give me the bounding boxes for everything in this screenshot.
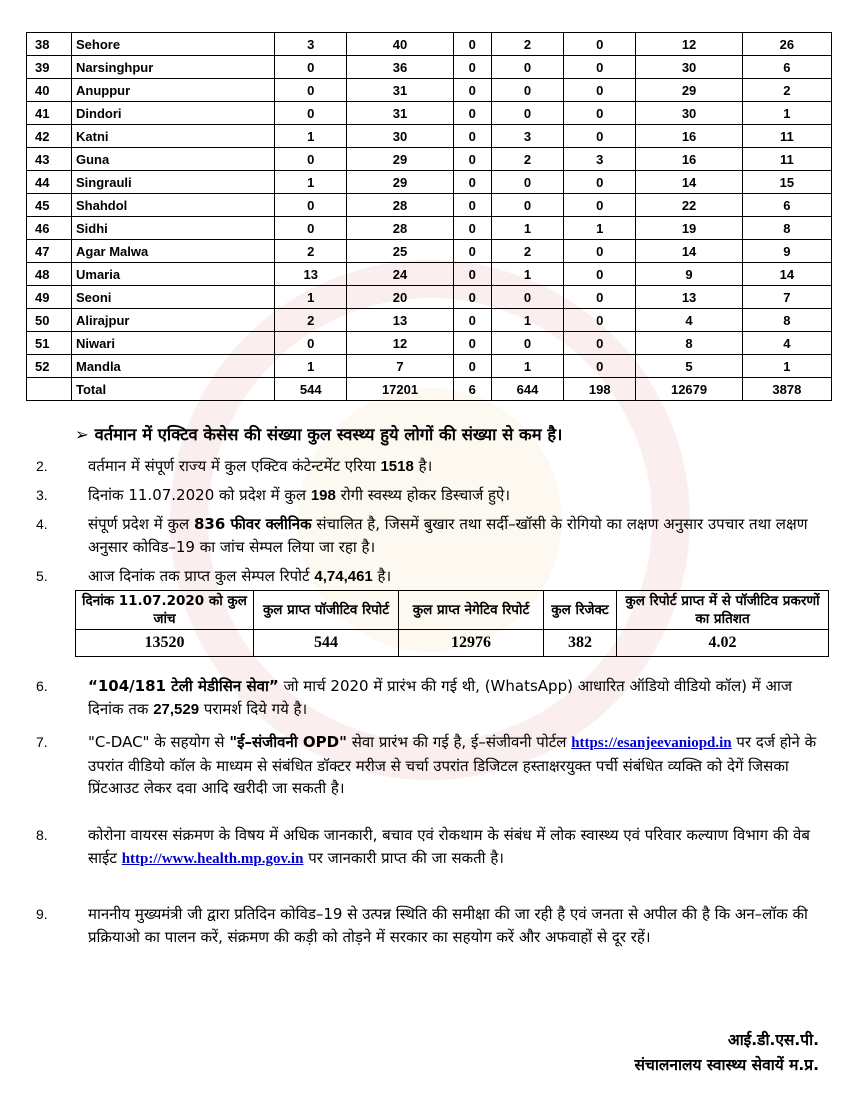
cell-value: 0: [564, 263, 636, 286]
health-website-link[interactable]: http://www.health.mp.gov.in: [121, 850, 304, 867]
paragraph-6: “104/181 टेली मेडीसिन सेवा” जो मार्च 2020 में प्रारंभ की गई थी, (WhatsApp) आधारित ऑडियो वीडियो कॉल) में आज दिनांक तक 27,529 परामर्श दिये गये है।: [88, 677, 792, 718]
cell-value: 13: [275, 263, 347, 286]
cell-value: 0: [453, 171, 491, 194]
cell-value: 0: [564, 79, 636, 102]
cell-value: 0: [564, 355, 636, 378]
cell-value: 0: [491, 332, 563, 355]
cell-value: 0: [564, 286, 636, 309]
cell-value: 0: [564, 171, 636, 194]
row-number: 50: [27, 309, 72, 332]
cell-value: 11: [742, 125, 831, 148]
table-row: [27, 263, 832, 286]
cell-value: 0: [453, 286, 491, 309]
cell-value: 0: [275, 79, 347, 102]
cell-value: 1: [742, 355, 831, 378]
cell-value: 0: [564, 332, 636, 355]
cell-value: 8: [636, 332, 742, 355]
row-number: 49: [27, 286, 72, 309]
cell-value: 25: [347, 240, 453, 263]
paragraph-2: वर्तमान में संपूर्ण राज्य में कुल एक्टिव कंटेन्टमेंट एरिया 1518 है।: [88, 457, 433, 475]
cell-value: 2: [491, 33, 563, 56]
cell-value: 0: [275, 332, 347, 355]
cell-value: 8: [742, 217, 831, 240]
cell-value: 9: [742, 240, 831, 263]
cell-value: 29: [636, 79, 742, 102]
signature-org: आई.डी.एस.पी.: [727, 1031, 819, 1049]
item-number: 7.: [36, 734, 48, 750]
cell-value: 1: [491, 309, 563, 332]
cell-value: 0: [453, 355, 491, 378]
cell-value: 0: [491, 171, 563, 194]
cell-value: 29: [347, 148, 453, 171]
cell-value: 0: [564, 102, 636, 125]
column-header: दिनांक 11.07.2020 को कुल जांच: [76, 591, 254, 630]
row-number: 51: [27, 332, 72, 355]
cell-value: 5: [636, 355, 742, 378]
paragraph-8: कोरोना वायरस संक्रमण के विषय में अधिक जानकारी, बचाव एवं रोकथाम के संबंध में लोक स्वास्थ्य एवं परिवार कल्याण विभाग की वेब साईट http://www.health.mp.gov.in पर जानकारी प्राप्त की जा सकती है।: [88, 826, 810, 867]
table-row: [27, 33, 832, 56]
cell-value: 2: [491, 240, 563, 263]
cell-value: 0: [491, 102, 563, 125]
cell-value: 4: [636, 309, 742, 332]
row-number: 48: [27, 263, 72, 286]
cell-value: 0: [275, 56, 347, 79]
cell-value: 198: [564, 378, 636, 401]
cell-value: 0: [564, 309, 636, 332]
table-row: [27, 355, 832, 378]
item-number: 3.: [36, 487, 48, 503]
district-name: Sehore: [72, 33, 275, 56]
cell-value: 3: [564, 148, 636, 171]
cell-value: 0: [453, 332, 491, 355]
cell-value: 31: [347, 102, 453, 125]
cell-value: 0: [453, 56, 491, 79]
cell-value: 0: [564, 56, 636, 79]
row-number: 45: [27, 194, 72, 217]
cell-value: 36: [347, 56, 453, 79]
cell-value: 12976: [399, 630, 544, 657]
cell-value: 644: [491, 378, 563, 401]
cell-value: 0: [453, 217, 491, 240]
table-row: [27, 194, 832, 217]
section-heading: ➢ वर्तमान में एक्टिव केसेस की संख्या कुल स्वस्थ्य हुये लोगों की संख्या से कम है।: [75, 425, 563, 444]
table-row: [27, 79, 832, 102]
cell-value: 1: [275, 286, 347, 309]
cell-value: 13: [347, 309, 453, 332]
cell-value: 2: [742, 79, 831, 102]
cell-value: 31: [347, 79, 453, 102]
cell-value: 0: [453, 309, 491, 332]
item-number: 6.: [36, 678, 48, 694]
district-name: Sidhi: [72, 217, 275, 240]
district-name: Shahdol: [72, 194, 275, 217]
district-name: Anuppur: [72, 79, 275, 102]
cell-value: 0: [453, 79, 491, 102]
cell-value: 14: [636, 240, 742, 263]
cell-value: 16: [636, 148, 742, 171]
cell-value: 6: [742, 56, 831, 79]
cell-value: 8: [742, 309, 831, 332]
cell-value: 17201: [347, 378, 453, 401]
cell-value: 14: [742, 263, 831, 286]
row-number: [27, 378, 72, 401]
table-row: [27, 332, 832, 355]
cell-value: 0: [275, 217, 347, 240]
cell-value: 0: [453, 148, 491, 171]
cell-value: 12: [347, 332, 453, 355]
cell-value: 1: [275, 171, 347, 194]
cell-value: 1: [491, 355, 563, 378]
cell-value: 40: [347, 33, 453, 56]
row-number: 38: [27, 33, 72, 56]
cell-value: 0: [453, 102, 491, 125]
row-number: 40: [27, 79, 72, 102]
item-number: 9.: [36, 906, 48, 922]
cell-value: 1: [275, 125, 347, 148]
row-number: 52: [27, 355, 72, 378]
row-number: 44: [27, 171, 72, 194]
test-table-value-row: [76, 630, 829, 657]
cell-value: 28: [347, 194, 453, 217]
cell-value: 15: [742, 171, 831, 194]
item-number: 2.: [36, 458, 48, 474]
table-row: [27, 171, 832, 194]
cell-value: 1: [491, 263, 563, 286]
table-row: [27, 286, 832, 309]
district-name: Alirajpur: [72, 309, 275, 332]
row-number: 39: [27, 56, 72, 79]
cell-value: 0: [491, 79, 563, 102]
cell-value: 22: [636, 194, 742, 217]
test-table-header-row: [76, 591, 829, 630]
cell-value: 2: [491, 148, 563, 171]
column-header: कुल प्राप्त पॉजीटिव रिपोर्ट: [254, 591, 399, 630]
cell-value: 2: [275, 240, 347, 263]
district-table: [26, 32, 832, 401]
table-row: [27, 56, 832, 79]
cell-value: 13520: [76, 630, 254, 657]
district-name: Guna: [72, 148, 275, 171]
cell-value: 0: [491, 56, 563, 79]
cell-value: 30: [636, 102, 742, 125]
cell-value: 0: [491, 286, 563, 309]
cell-value: 3878: [742, 378, 831, 401]
cell-value: 0: [453, 194, 491, 217]
district-name: Seoni: [72, 286, 275, 309]
cell-value: 0: [453, 125, 491, 148]
cell-value: 13: [636, 286, 742, 309]
cell-value: 544: [254, 630, 399, 657]
cell-value: 2: [275, 309, 347, 332]
row-number: 46: [27, 217, 72, 240]
cell-value: 14: [636, 171, 742, 194]
row-number: 43: [27, 148, 72, 171]
cell-value: 0: [564, 240, 636, 263]
paragraph-5: आज दिनांक तक प्राप्त कुल सेम्पल रिपोर्ट 4,74,461 है।: [88, 567, 392, 585]
table-row: [27, 378, 832, 401]
cell-value: 7: [742, 286, 831, 309]
cell-value: 11: [742, 148, 831, 171]
cell-value: 3: [491, 125, 563, 148]
item-number: 8.: [36, 827, 48, 843]
row-number: 47: [27, 240, 72, 263]
cell-value: 544: [275, 378, 347, 401]
cell-value: 0: [564, 125, 636, 148]
cell-value: 6: [453, 378, 491, 401]
district-name: Singrauli: [72, 171, 275, 194]
cell-value: 30: [347, 125, 453, 148]
cell-value: 26: [742, 33, 831, 56]
cell-value: 0: [275, 194, 347, 217]
district-name: Katni: [72, 125, 275, 148]
signature-directorate: संचालनालय स्वास्थ्य सेवायें म.प्र.: [634, 1056, 819, 1074]
cell-value: 29: [347, 171, 453, 194]
item-number: 5.: [36, 568, 48, 584]
row-number: 42: [27, 125, 72, 148]
cell-value: 9: [636, 263, 742, 286]
paragraph-4: संपूर्ण प्रदेश में कुल 836 फीवर क्लीनिक संचालित है, जिसमें बुखार तथा सर्दी–खॉसी के रोगियो का लक्षण अनुसार उपचार तथा लक्षण अनुसार कोविड–19 का जांच सेम्पल लिया जा रहा है।: [88, 515, 808, 556]
district-name: Total: [72, 378, 275, 401]
district-name: Niwari: [72, 332, 275, 355]
cell-value: 20: [347, 286, 453, 309]
paragraph-9: माननीय मुख्यमंत्री जी द्वारा प्रतिदिन कोविड–19 से उत्पन्न स्थिति की समीक्षा की जा रही है एवं जनता से अपील की है कि अन–लॉक की प्रक्रियाओ का पालन करें, संक्रमण की कड़ी को तोड़ने में सरकार का सहयोग करें और अफवाहों से दूर रहें।: [88, 905, 808, 946]
cell-value: 16: [636, 125, 742, 148]
cell-value: 3: [275, 33, 347, 56]
cell-value: 12: [636, 33, 742, 56]
column-header: कुल रिजेक्ट: [544, 591, 617, 630]
cell-value: 24: [347, 263, 453, 286]
cell-value: 0: [275, 148, 347, 171]
cell-value: 19: [636, 217, 742, 240]
paragraph-3: दिनांक 11.07.2020 को प्रदेश में कुल 198 रोगी स्वस्थ्य होकर डिस्चार्ज हुऐ।: [88, 486, 511, 504]
cell-value: 0: [564, 33, 636, 56]
esanjeevani-link[interactable]: https://esanjeevaniopd.in: [571, 735, 732, 751]
district-name: Narsinghpur: [72, 56, 275, 79]
cell-value: 0: [453, 33, 491, 56]
table-row: [27, 125, 832, 148]
table-row: [27, 148, 832, 171]
item-number: 4.: [36, 516, 48, 532]
cell-value: 1: [491, 217, 563, 240]
cell-value: 30: [636, 56, 742, 79]
cell-value: 7: [347, 355, 453, 378]
column-header: कुल प्राप्त नेगेटिव रिपोर्ट: [399, 591, 544, 630]
cell-value: 0: [564, 194, 636, 217]
district-name: Dindori: [72, 102, 275, 125]
cell-value: 4.02: [617, 630, 829, 657]
district-name: Agar Malwa: [72, 240, 275, 263]
table-row: [27, 102, 832, 125]
cell-value: 6: [742, 194, 831, 217]
cell-value: 1: [275, 355, 347, 378]
cell-value: 4: [742, 332, 831, 355]
row-number: 41: [27, 102, 72, 125]
cell-value: 0: [491, 194, 563, 217]
table-row: [27, 217, 832, 240]
cell-value: 0: [453, 240, 491, 263]
district-name: Mandla: [72, 355, 275, 378]
table-row: [27, 240, 832, 263]
cell-value: 1: [742, 102, 831, 125]
paragraph-7: "C-DAC" के सहयोग से "ई–संजीवनी OPD" सेवा प्रारंभ की गई है, ई–संजीवनी पोर्टल https://esanjeevaniopd.in पर दर्ज होने के उपरांत वीडियो कॉल के माध्यम से संबंधित डॉक्टर मरीज से चर्चा उपरांत डिजिटल हस्ताक्षरयुक्त पर्ची संबंधित व्यक्ति को देगें जिसका प्रिंटआउट लेकर दवा आदि खरीदी जा सकती है।: [88, 733, 817, 797]
column-header: कुल रिपोर्ट प्राप्त में से पॉजीटिव प्रकरणों का प्रतिशत: [617, 591, 829, 630]
cell-value: 28: [347, 217, 453, 240]
cell-value: 1: [564, 217, 636, 240]
cell-value: 12679: [636, 378, 742, 401]
district-name: Umaria: [72, 263, 275, 286]
cell-value: 0: [275, 102, 347, 125]
cell-value: 0: [453, 263, 491, 286]
test-summary-table: [75, 590, 829, 657]
cell-value: 382: [544, 630, 617, 657]
table-row: [27, 309, 832, 332]
